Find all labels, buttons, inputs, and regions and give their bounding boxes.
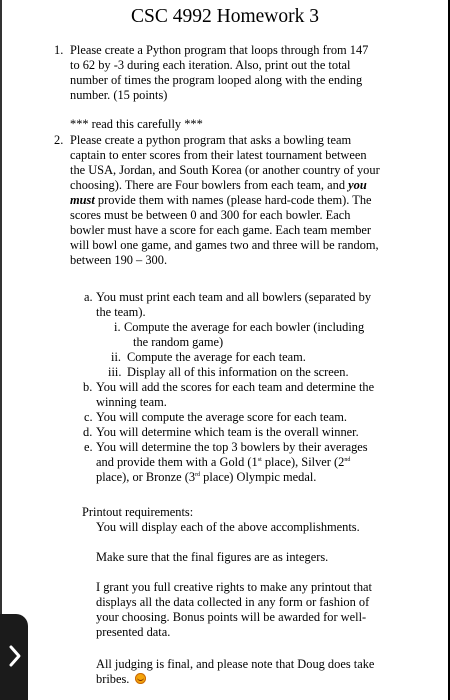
page-title: CSC 4992 Homework 3: [131, 6, 319, 27]
q2-line: captain to enter scores from their latest tournament between: [70, 148, 367, 162]
read-carefully-notice: *** read this carefully ***: [70, 117, 203, 131]
item-i-label: i.: [114, 320, 121, 334]
q1-line: number of times the program looped along with the ending: [70, 73, 363, 87]
item-e-label: e.: [84, 440, 93, 454]
printout-integers: Make sure that the final figures are as integers.: [96, 550, 329, 564]
item-ii-text: Compute the average for each team.: [127, 350, 306, 364]
chevron-right-icon: [8, 644, 22, 668]
item-b-label: b.: [83, 380, 93, 394]
printout-grant-line: I grant you full creative rights to make any printout that: [96, 580, 372, 594]
printout-grant-line: your choosing. Bonus points will be awarded for well-: [96, 610, 367, 624]
item-e-line: place), or Bronze (3rd place) Olympic medal.: [96, 470, 317, 484]
document-page: [2, 0, 448, 700]
item-iii-text: Display all of this information on the screen.: [127, 365, 349, 379]
q1-line: Please create a Python program that loops through from 147: [70, 43, 369, 57]
judging-line: All judging is final, and please note that Doug does take: [96, 657, 375, 671]
item-iii-label: iii.: [108, 365, 122, 379]
item-b-line: winning team.: [96, 395, 167, 409]
item-e-line: and provide them with a Gold (1st place), Silver (2nd: [96, 455, 351, 469]
q1-line: to 62 by -3 during each iteration. Also, print out the total: [70, 58, 351, 72]
item-i-line: the random game): [133, 335, 224, 349]
item-a-label: a.: [84, 290, 93, 304]
printout-grant-line: displays all the data collected in any form or fashion of: [96, 595, 370, 609]
item-e-line: You will determine the top 3 bowlers by their averages: [96, 440, 368, 454]
q2-line: will bowl one game, and games two and three will be random,: [70, 238, 379, 252]
printout-display: You will display each of the above accomplishments.: [96, 520, 360, 534]
side-panel-toggle[interactable]: [0, 614, 28, 700]
smiling-face-icon: [135, 673, 146, 684]
q2-line: choosing). There are Four bowlers from each team, and you: [70, 178, 367, 192]
item-d-label: d.: [83, 425, 93, 439]
printout-grant-line: presented data.: [96, 625, 171, 639]
q2-line: between 190 – 300.: [70, 253, 168, 267]
q2-number: 2.: [54, 133, 64, 147]
item-i-line: Compute the average for each bowler (including: [124, 320, 365, 334]
q1-line: number. (15 points): [70, 88, 168, 102]
q2-line: bowler must have a score for each game. Each team member: [70, 223, 372, 237]
printout-heading: Printout requirements:: [82, 505, 194, 519]
emphasis-must: must: [70, 193, 95, 207]
q1-number: 1.: [54, 43, 64, 57]
item-ii-label: ii.: [111, 350, 121, 364]
item-a-line: the team).: [96, 305, 146, 319]
emphasis-you: you: [348, 178, 367, 192]
q2-line: scores must be between 0 and 300 for each bowler. Each: [70, 208, 351, 222]
item-b-line: You will add the scores for each team and determine the: [96, 380, 375, 394]
q2-line: Please create a python program that asks a bowling team: [70, 133, 352, 147]
q2-line: must provide them with names (please hard-code them). The: [70, 193, 372, 207]
q2-line: the USA, Jordan, and South Korea (or another country of your: [70, 163, 380, 177]
judging-line: bribes.: [96, 672, 146, 687]
item-d-text: You will determine which team is the overall winner.: [96, 425, 359, 439]
item-c-label: c.: [84, 410, 93, 424]
item-c-text: You will compute the average score for each team.: [96, 410, 347, 424]
item-a-line: You must print each team and all bowlers (separated by: [96, 290, 372, 304]
